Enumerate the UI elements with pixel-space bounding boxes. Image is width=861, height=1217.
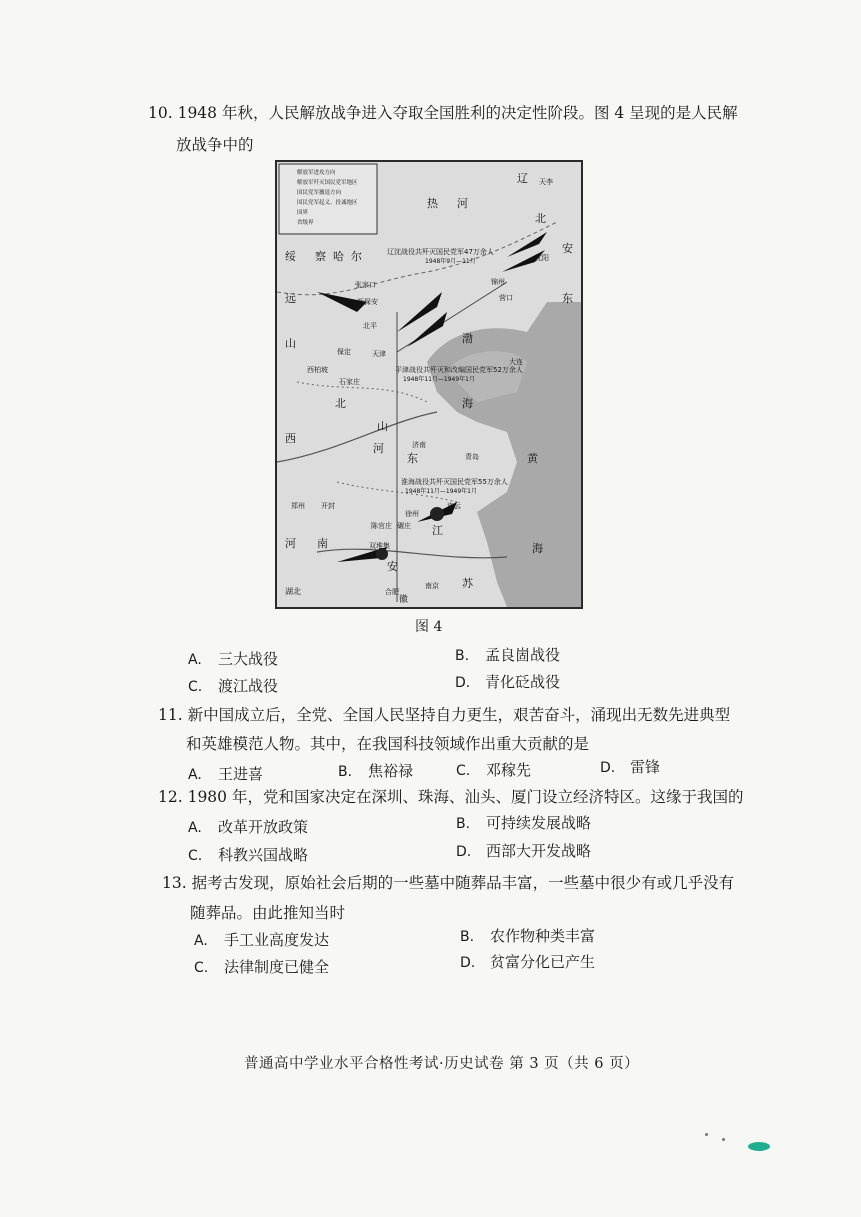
option-key: B. bbox=[338, 764, 353, 780]
province-label: 东 bbox=[562, 292, 573, 305]
q10-option-d[interactable] bbox=[455, 671, 560, 694]
option-key: C. bbox=[188, 848, 203, 864]
city-label: 西柏坡 bbox=[307, 366, 328, 374]
option-key: A. bbox=[188, 820, 202, 836]
q13-option-b[interactable] bbox=[460, 925, 595, 948]
city-label: 保定 bbox=[337, 348, 351, 356]
option-text: 科教兴国战略 bbox=[218, 846, 309, 864]
sea-label: 渤 bbox=[462, 332, 473, 345]
option-text: 法律制度已健全 bbox=[224, 958, 330, 976]
city-label: 锦州 bbox=[491, 278, 505, 286]
province-label: 江 bbox=[432, 524, 443, 537]
city-label: 大连 bbox=[509, 358, 523, 366]
city-label: 新保安 bbox=[357, 298, 378, 306]
city-label: 开封 bbox=[321, 502, 335, 510]
option-text: 西部大开发战略 bbox=[486, 842, 592, 860]
figure-caption: 图 4 bbox=[415, 619, 443, 635]
q12-option-b[interactable] bbox=[456, 812, 591, 835]
city-label: 合肥 bbox=[385, 588, 399, 596]
figure-4-map bbox=[275, 160, 583, 609]
dust-speck-icon bbox=[722, 1138, 725, 1141]
province-label: 湖北 bbox=[285, 587, 301, 596]
battle-label-huaihai: 淮海战役共歼灭国民党军55万余人 bbox=[401, 478, 508, 486]
q11-stem-line1: 11. 新中国成立后，全党、全国人民坚持自力更生，艰苦奋斗，涌现出无数先进典型 bbox=[158, 706, 731, 724]
legend-item: 国民党军起义、投诚地区 bbox=[297, 200, 358, 206]
province-label: 辽 bbox=[517, 172, 528, 185]
q10-option-b[interactable] bbox=[455, 644, 560, 667]
province-label: 河 bbox=[373, 442, 384, 455]
option-text: 贫富分化已产生 bbox=[490, 953, 596, 971]
option-text: 可持续发展战略 bbox=[486, 814, 592, 832]
q12-option-c[interactable] bbox=[188, 844, 308, 867]
option-key: D. bbox=[455, 675, 471, 691]
option-text: 手工业高度发达 bbox=[224, 931, 330, 949]
sea-label: 海 bbox=[462, 397, 473, 410]
q12-stem-line1: 12. 1980 年，党和国家决定在深圳、珠海、汕头、厦门设立经济特区。这缘于我国的 bbox=[158, 788, 744, 806]
city-label: 北平 bbox=[363, 322, 377, 330]
q13-option-d[interactable] bbox=[460, 951, 595, 974]
option-key: A. bbox=[188, 652, 202, 668]
province-line bbox=[297, 382, 427, 402]
green-mark-icon bbox=[748, 1142, 770, 1151]
q11-option-b[interactable] bbox=[338, 760, 413, 783]
option-key: C. bbox=[188, 679, 203, 695]
legend-item: 解放军进攻方向 bbox=[297, 170, 336, 176]
province-label: 徽 bbox=[399, 595, 409, 605]
q10-stem-line2: 放战争中的 bbox=[176, 136, 254, 154]
city-label: 陈官庄 bbox=[371, 522, 392, 530]
q11-option-c[interactable] bbox=[456, 759, 531, 782]
city-label: 郑州 bbox=[291, 502, 305, 510]
province-label: 绥 bbox=[285, 250, 296, 263]
province-label: 南 bbox=[317, 537, 328, 550]
city-label: 沈阳 bbox=[535, 254, 549, 262]
option-text: 三大战役 bbox=[218, 650, 279, 668]
q11-option-a[interactable] bbox=[188, 763, 263, 786]
city-label: 石家庄 bbox=[339, 378, 360, 386]
province-label: 安 bbox=[562, 242, 573, 255]
city-label: 南京 bbox=[425, 582, 439, 590]
option-key: D. bbox=[456, 844, 472, 860]
province-label: 北 bbox=[335, 397, 346, 410]
option-text: 渡江战役 bbox=[218, 677, 279, 695]
legend-item: 国民党军撤退方向 bbox=[297, 190, 342, 196]
annihilation-zone bbox=[430, 507, 444, 521]
q13-option-c[interactable] bbox=[194, 956, 329, 979]
option-key: D. bbox=[460, 955, 476, 971]
option-text: 雷锋 bbox=[630, 758, 661, 776]
city-label: 济南 bbox=[412, 441, 426, 449]
option-key: D. bbox=[600, 760, 616, 776]
province-label: 北 bbox=[535, 212, 546, 225]
q13-option-a[interactable] bbox=[194, 929, 329, 952]
option-key: A. bbox=[194, 933, 208, 949]
city-label: 双堆集 bbox=[369, 542, 390, 550]
q10-option-c[interactable] bbox=[188, 675, 278, 698]
province-label: 西 bbox=[285, 432, 296, 445]
battle-label-liaoshen: 辽沈战役共歼灭国民党军47万余人 bbox=[387, 248, 494, 256]
option-key: C. bbox=[194, 960, 209, 976]
province-label: 河 bbox=[285, 537, 296, 550]
battle-date-huaihai: 1948年11月—1949年1月 bbox=[405, 488, 477, 495]
river-huai bbox=[317, 549, 507, 558]
city-label: 青岛 bbox=[465, 453, 479, 461]
city-label: 张家口 bbox=[355, 281, 376, 289]
city-label: 连云 bbox=[447, 502, 461, 510]
option-key: B. bbox=[455, 648, 470, 664]
option-text: 焦裕禄 bbox=[368, 762, 414, 780]
province-label: 远 bbox=[285, 292, 296, 305]
option-key: B. bbox=[460, 929, 475, 945]
option-text: 孟良崮战役 bbox=[485, 646, 561, 664]
map-graphic bbox=[277, 162, 581, 607]
option-text: 农作物种类丰富 bbox=[490, 927, 596, 945]
battle-date-liaoshen: 1948年9月—11月 bbox=[425, 258, 476, 265]
province-label: 山 bbox=[285, 337, 296, 350]
q11-option-d[interactable] bbox=[600, 756, 660, 779]
q11-stem-line2: 和英雄模范人物。其中，在我国科技领域作出重大贡献的是 bbox=[186, 735, 590, 753]
option-key: C. bbox=[456, 763, 471, 779]
q13-stem-line2: 随葬品。由此推知当时 bbox=[190, 904, 346, 922]
page-footer: 普通高中学业水平合格性考试·历史试卷 第 3 页（共 6 页） bbox=[244, 1056, 640, 1072]
legend-item: 解放军歼灭国民党军地区 bbox=[297, 180, 358, 186]
city-label: 徐州 bbox=[405, 510, 419, 518]
legend-item: 国界 bbox=[297, 210, 309, 216]
q13-stem-line1: 13. 据考古发现，原始社会后期的一些墓中随葬品丰富，一些墓中很少有或几乎没有 bbox=[162, 874, 735, 892]
option-text: 改革开放政策 bbox=[218, 818, 309, 836]
legend-item: 省级界 bbox=[297, 220, 314, 226]
attack-arrow bbox=[407, 312, 447, 347]
battle-date-pingjin: 1948年11月—1949年1月 bbox=[403, 376, 475, 383]
province-label: 热 bbox=[427, 197, 438, 210]
province-label: 尔 bbox=[351, 250, 362, 263]
option-key: B. bbox=[456, 816, 471, 832]
sea-label: 黄 bbox=[527, 452, 538, 465]
province-label: 苏 bbox=[462, 577, 473, 590]
province-label: 河 bbox=[457, 197, 468, 210]
city-label: 天李 bbox=[539, 178, 553, 186]
sea-area bbox=[427, 302, 581, 607]
battle-label-pingjin: 平津战役共歼灭和改编国民党军52万余人 bbox=[395, 366, 523, 374]
q10-stem-line1: 10. 1948 年秋，人民解放战争进入夺取全国胜利的决定性阶段。图 4 呈现的是人民解 bbox=[148, 104, 738, 122]
province-label: 察 bbox=[315, 250, 326, 263]
option-key: A. bbox=[188, 767, 202, 783]
province-label: 山 bbox=[377, 420, 388, 433]
city-label: 碾庄 bbox=[397, 522, 411, 530]
province-label: 安 bbox=[387, 560, 398, 573]
q12-option-a[interactable] bbox=[188, 816, 308, 839]
province-label: 哈 bbox=[333, 250, 344, 263]
dust-speck-icon bbox=[705, 1133, 708, 1136]
q12-option-d[interactable] bbox=[456, 840, 591, 863]
q10-option-a[interactable] bbox=[188, 648, 278, 671]
option-text: 王进喜 bbox=[218, 765, 264, 783]
city-label: 营口 bbox=[499, 294, 513, 302]
city-label: 天津 bbox=[372, 350, 386, 358]
province-label: 东 bbox=[407, 452, 418, 465]
sea-label: 海 bbox=[532, 542, 543, 555]
option-text: 邓稼先 bbox=[486, 761, 532, 779]
option-text: 青化砭战役 bbox=[485, 673, 561, 691]
